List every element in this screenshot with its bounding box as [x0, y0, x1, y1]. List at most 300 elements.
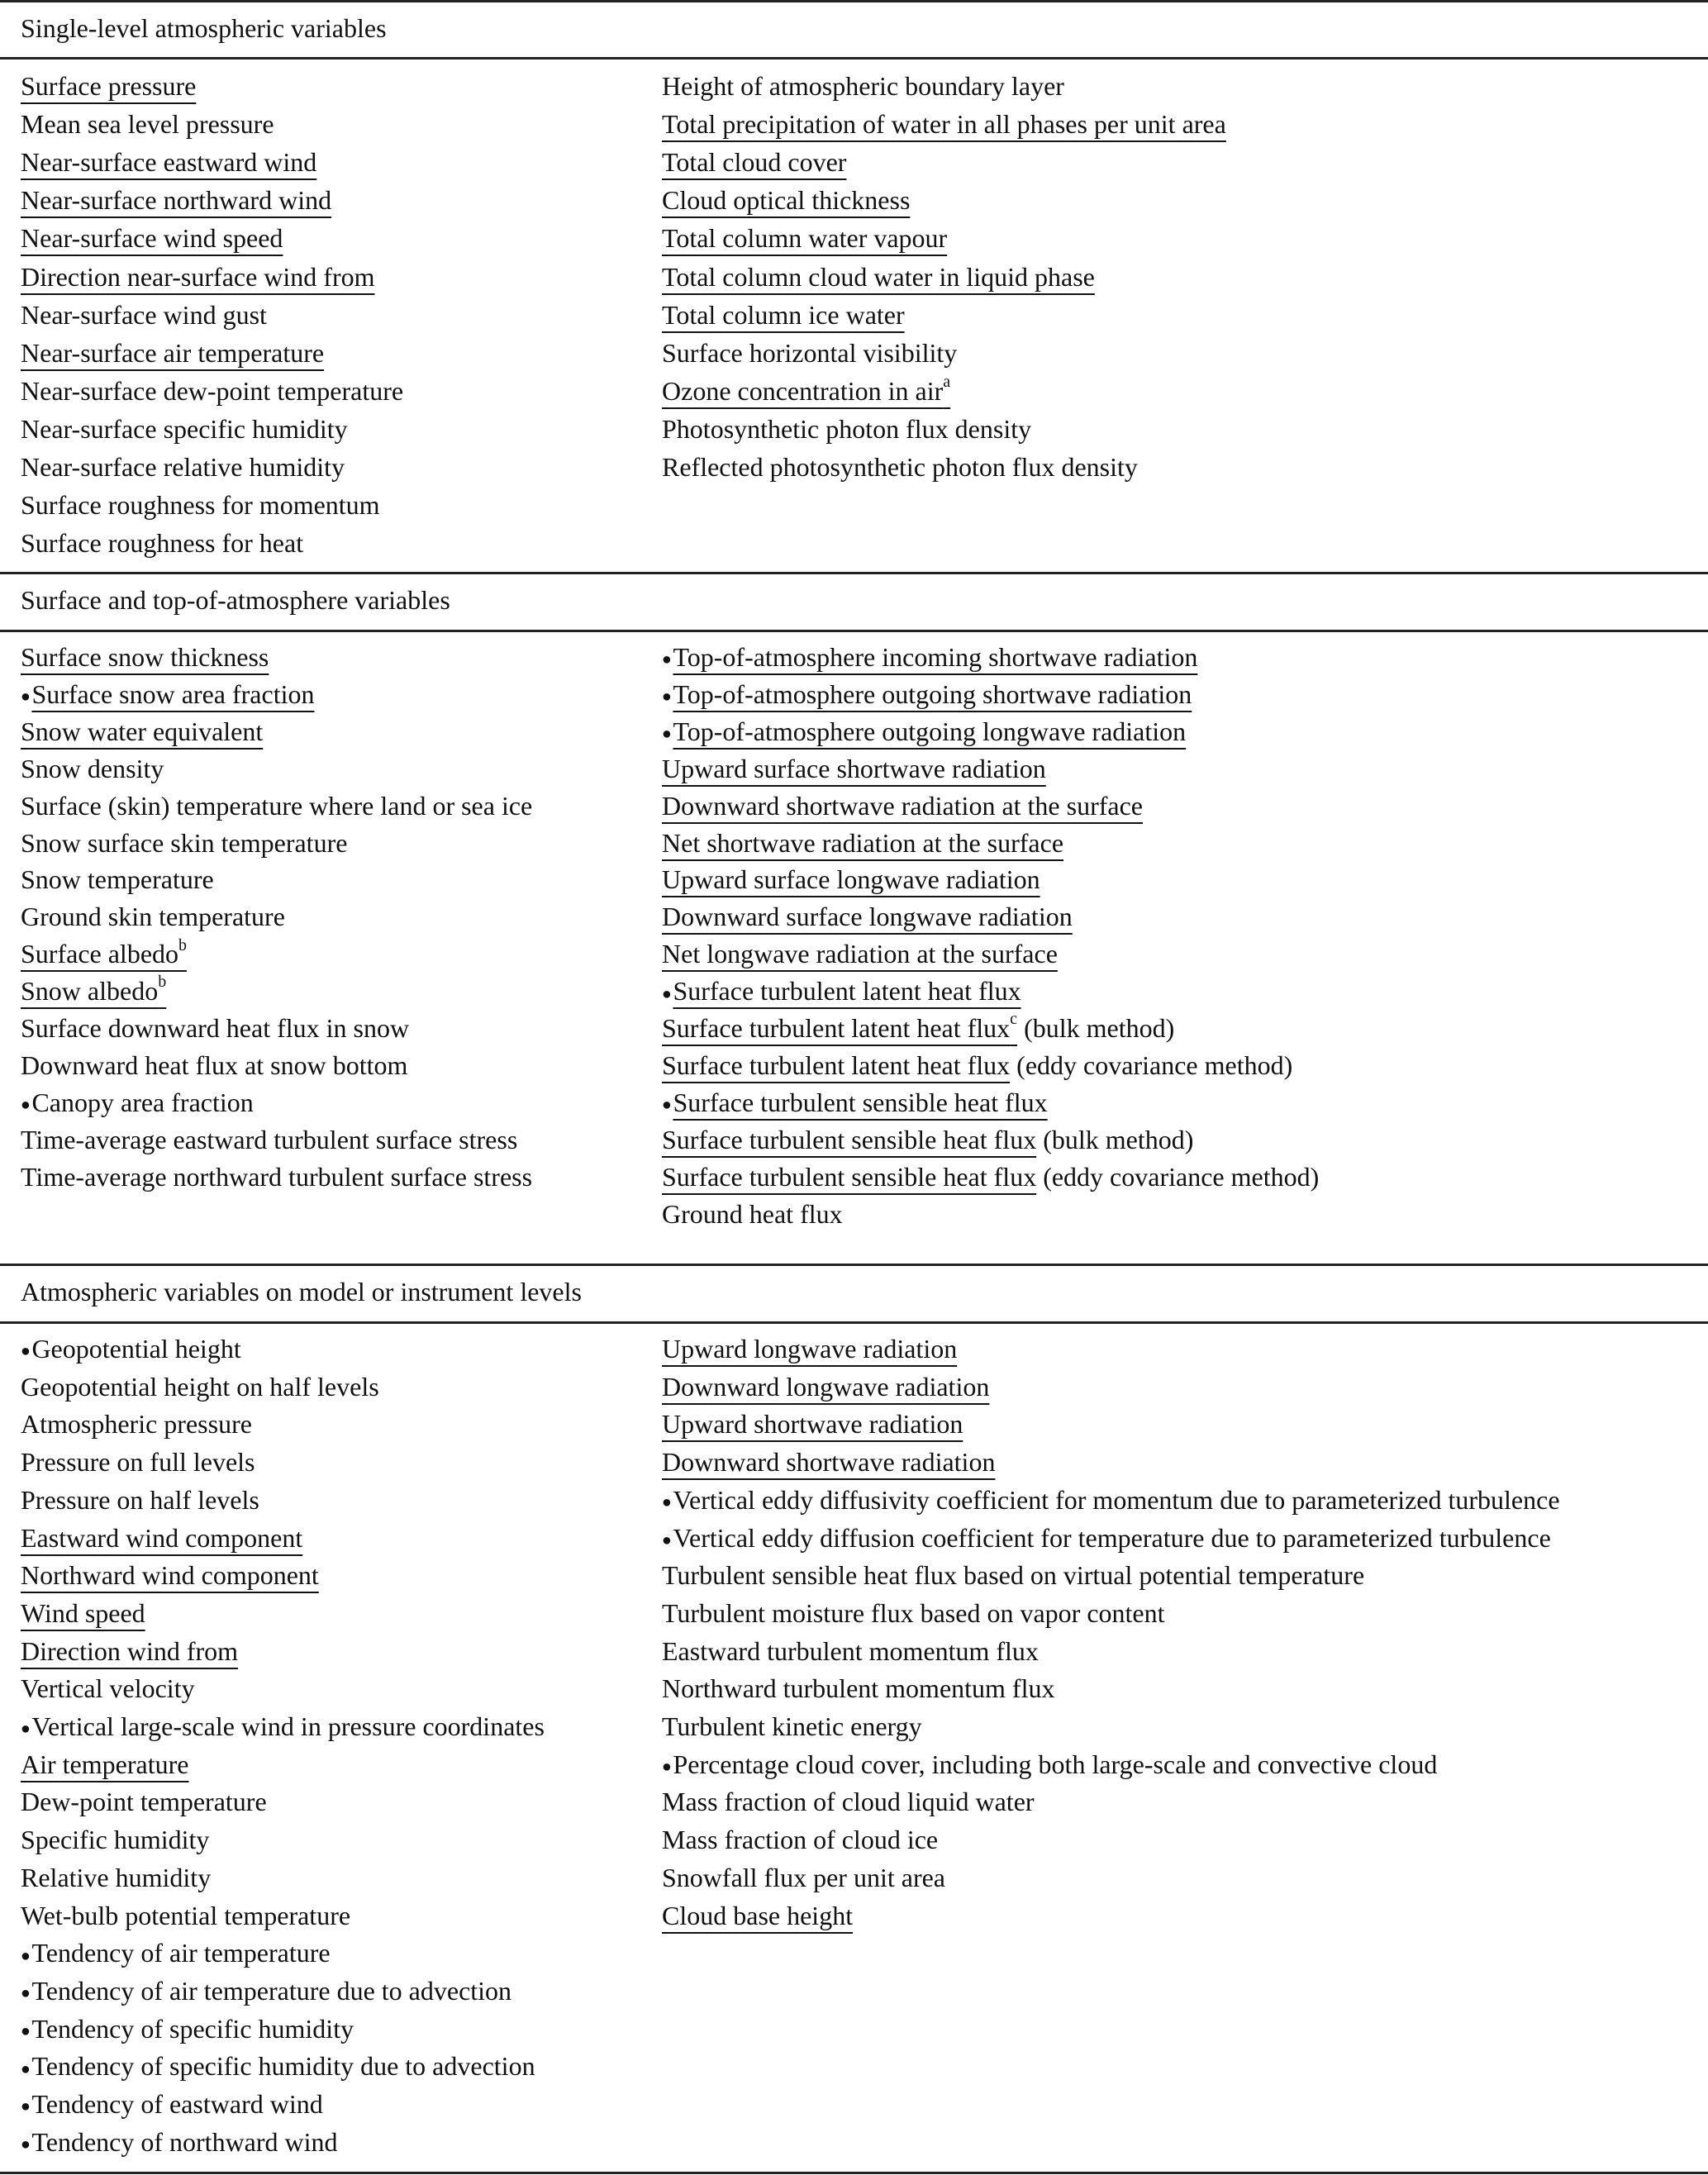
section-header-rule	[0, 630, 1708, 632]
variable-name	[21, 185, 331, 215]
variable-row	[21, 752, 164, 785]
variable-name	[662, 223, 947, 253]
variable-label: Total column water vapour	[662, 223, 948, 254]
bullet-icon	[662, 715, 673, 752]
variable-row	[21, 2049, 535, 2087]
variable-name	[21, 1372, 379, 1402]
variable-row	[21, 1974, 511, 2011]
variable-name	[21, 1560, 319, 1590]
variable-name	[21, 864, 214, 894]
variable-name	[662, 828, 1063, 858]
variable-row	[21, 1748, 188, 1781]
variable-name	[21, 262, 375, 292]
variable-label: Surface snow thickness	[21, 642, 269, 672]
variable-name	[662, 1673, 1054, 1703]
section-header-rule	[0, 57, 1708, 59]
variable-label: Vertical large-scale wind in pressure coordinates	[31, 1711, 545, 1741]
variable-label: Atmospheric pressure	[21, 1409, 252, 1440]
variable-name	[662, 1598, 1165, 1628]
variable-name	[662, 1199, 843, 1229]
variable-name	[21, 1523, 302, 1553]
footnote-marker: a	[943, 373, 951, 392]
variable-row	[21, 1011, 409, 1045]
variable-row	[662, 298, 905, 331]
variable-row	[662, 1672, 1054, 1705]
variable-name	[662, 147, 846, 177]
variable-label: Top-of-atmosphere outgoing longwave radiation	[673, 716, 1187, 746]
variable-row	[662, 1597, 1165, 1630]
variable-row	[662, 412, 1031, 445]
variable-label: Geopotential height on half levels	[21, 1371, 379, 1402]
variable-label: Upward surface shortwave radiation	[662, 753, 1046, 783]
variable-name	[21, 1901, 350, 1930]
variable-name	[21, 1636, 238, 1666]
variable-label: Near-surface wind speed	[21, 223, 283, 254]
variable-label: Geopotential height	[31, 1334, 241, 1364]
variable-label: Upward shortwave radiation	[662, 1409, 963, 1440]
variable-row	[21, 715, 263, 748]
variable-label: Northward wind component	[21, 1560, 319, 1591]
method-note: (bulk method)	[1017, 1013, 1175, 1043]
bullet-icon	[662, 1521, 673, 1559]
variable-name	[21, 1863, 211, 1892]
variable-label: Near-surface relative humidity	[21, 452, 345, 482]
variable-name	[21, 1485, 259, 1515]
variable-row	[662, 1160, 1319, 1193]
variable-label: Direction near-surface wind from	[21, 261, 375, 292]
variable-label: Wind speed	[21, 1597, 145, 1628]
variable-name	[662, 1334, 957, 1364]
variable-row	[21, 1160, 532, 1193]
section-divider-rule	[0, 1264, 1708, 1266]
variable-name	[21, 452, 345, 482]
method-note: (eddy covariance method)	[1036, 1161, 1320, 1192]
variable-name	[21, 109, 274, 139]
variable-label: Time-average eastward turbulent surface stress	[21, 1124, 518, 1154]
variable-row	[21, 107, 274, 140]
variable-name	[21, 1162, 532, 1192]
variable-row	[662, 1123, 1193, 1156]
variable-row	[662, 1635, 1039, 1668]
variable-row	[662, 1785, 1035, 1818]
variable-row	[21, 863, 214, 896]
variable-name	[662, 1560, 1364, 1590]
variable-name	[21, 376, 403, 406]
bullet-icon	[21, 2049, 31, 2087]
variable-label: Net shortwave radiation at the surface	[662, 827, 1064, 858]
variable-label: Pressure on half levels	[21, 1484, 259, 1515]
bullet-icon	[662, 678, 673, 715]
variable-name	[21, 1050, 407, 1080]
variable-row	[21, 1370, 379, 1403]
variable-row	[21, 1332, 241, 1369]
variable-row	[662, 640, 1197, 678]
variable-row	[21, 1407, 252, 1440]
variable-name	[31, 679, 314, 709]
variable-name	[21, 338, 324, 368]
variable-name	[662, 414, 1031, 444]
bullet-icon	[662, 1086, 673, 1123]
variable-label: Surface roughness for heat	[21, 528, 304, 559]
variable-row	[21, 488, 380, 521]
variable-row	[662, 69, 1064, 102]
variable-row	[662, 678, 1192, 715]
bullet-icon	[21, 678, 31, 715]
variable-row	[21, 1899, 350, 1932]
variable-row	[21, 1785, 267, 1818]
footnote-marker: b	[178, 935, 188, 954]
variable-row	[21, 974, 166, 1007]
variable-row	[21, 1861, 211, 1894]
variable-name	[21, 1749, 188, 1779]
variable-row	[21, 145, 316, 178]
variable-row	[662, 1370, 989, 1403]
variable-name	[21, 902, 285, 931]
variable-label: Downward surface longwave radiation	[662, 902, 1073, 932]
variable-row	[662, 1559, 1364, 1592]
variable-row	[21, 1936, 331, 1973]
variable-row	[662, 1011, 1174, 1045]
variable-name	[662, 939, 1058, 969]
table-top-rule	[0, 0, 1708, 2]
variable-label: Downward shortwave radiation at the surface	[662, 790, 1143, 821]
variable-label: Relative humidity	[21, 1862, 212, 1892]
variable-label: Total precipitation of water in all phases per unit area	[662, 109, 1226, 140]
variable-name	[21, 1598, 145, 1628]
variable-label: Eastward wind component	[21, 1522, 303, 1553]
variable-label: Cloud optical thickness	[662, 185, 911, 216]
variable-label: Downward heat flux at snow bottom	[21, 1049, 408, 1080]
variable-name	[673, 679, 1192, 709]
variable-row	[21, 789, 532, 822]
variable-row	[662, 107, 1226, 140]
variable-name	[673, 1088, 1047, 1117]
variable-name	[662, 338, 957, 368]
variable-name	[31, 1088, 253, 1117]
variable-name	[662, 1825, 938, 1854]
section-title-single-level: Single-level atmospheric variables	[21, 13, 387, 43]
variable-label: Tendency of air temperature due to advection	[31, 1975, 512, 2006]
variable-label: Air temperature	[21, 1749, 189, 1779]
variable-label: Upward longwave radiation	[662, 1334, 958, 1364]
variable-name	[21, 490, 380, 520]
variable-name	[662, 71, 1064, 101]
bullet-icon	[662, 974, 673, 1011]
variable-name	[21, 1673, 195, 1703]
variable-label: Surface pressure	[21, 71, 197, 101]
variable-label: Eastward turbulent momentum flux	[662, 1635, 1039, 1666]
variable-label: Surface turbulent latent heat flux	[673, 976, 1021, 1007]
section-title-model-levels: Atmospheric variables on model or instrument levels	[21, 1277, 582, 1306]
variable-name	[21, 414, 348, 444]
variable-row	[21, 1710, 545, 1747]
variable-label: Upward surface longwave radiation	[662, 864, 1040, 895]
variable-row	[662, 183, 910, 217]
variable-label: Near-surface northward wind	[21, 185, 332, 216]
variable-label: Top-of-atmosphere incoming shortwave radiation	[673, 642, 1198, 672]
variable-label: Mass fraction of cloud ice	[662, 1825, 939, 1855]
variable-name	[31, 1976, 511, 2006]
variable-row	[21, 2087, 323, 2125]
variable-row	[662, 900, 1073, 933]
variable-row	[662, 1407, 963, 1440]
variable-name	[662, 1409, 963, 1439]
variable-label: Surface turbulent sensible heat flux	[662, 1124, 1037, 1154]
variable-label: Ground skin temperature	[21, 902, 285, 932]
bullet-icon	[21, 1974, 31, 2011]
variable-row	[21, 1559, 319, 1592]
variable-label: Surface downward heat flux in snow	[21, 1013, 410, 1043]
variable-label: Dew-point temperature	[21, 1787, 267, 1817]
variable-row	[662, 260, 1095, 293]
variable-label: Downward longwave radiation	[662, 1371, 990, 1402]
variable-row	[21, 298, 267, 331]
variable-row	[662, 1086, 1048, 1123]
variable-label: Surface horizontal visibility	[662, 337, 958, 368]
variable-name	[21, 935, 188, 969]
bullet-icon	[21, 2087, 31, 2125]
variable-label: Near-surface dew-point temperature	[21, 375, 404, 406]
variable-label: Turbulent sensible heat flux based on virtual potential temperature	[662, 1560, 1365, 1591]
variable-row	[21, 2012, 354, 2049]
variable-label: Total column cloud water in liquid phase	[662, 261, 1095, 292]
variable-name	[673, 716, 1186, 746]
variable-label: Percentage cloud cover, including both large-scale and convective cloud	[673, 1749, 1438, 1779]
variable-name	[662, 1863, 945, 1892]
variable-name	[21, 528, 303, 558]
variable-label: Turbulent kinetic energy	[662, 1711, 922, 1741]
variable-label: Ozone concentration in air	[662, 375, 944, 406]
section-divider-rule	[0, 572, 1708, 574]
variable-label: Time-average northward turbulent surface stress	[21, 1161, 533, 1192]
variable-name	[662, 1636, 1039, 1666]
variable-row	[662, 1197, 843, 1230]
variable-label: Height of atmospheric boundary layer	[662, 71, 1064, 101]
variable-label: Surface albedo	[21, 939, 179, 969]
variable-label: Canopy area fraction	[31, 1087, 254, 1117]
variable-name	[662, 300, 905, 330]
variable-row	[662, 221, 947, 255]
variable-label: Reflected photosynthetic photon flux density	[662, 452, 1138, 482]
variable-label: Snow density	[21, 753, 164, 783]
footnote-marker: b	[158, 973, 167, 992]
variable-name	[31, 2089, 322, 2119]
variable-name	[662, 1010, 1018, 1043]
method-note: (eddy covariance method)	[1010, 1049, 1293, 1080]
variable-label: Pressure on full levels	[21, 1447, 255, 1478]
variable-row	[662, 937, 1058, 970]
variable-row	[21, 1597, 145, 1630]
variable-name	[662, 1162, 1036, 1192]
variable-name	[31, 1938, 330, 1968]
bullet-icon	[21, 1936, 31, 1973]
variable-name	[673, 1749, 1437, 1779]
variable-name	[31, 1334, 240, 1364]
variable-row	[21, 640, 269, 673]
variable-row	[21, 69, 196, 102]
variable-row	[662, 1521, 1551, 1559]
variable-row	[21, 1086, 254, 1123]
variable-name	[662, 902, 1073, 931]
bullet-icon	[21, 2125, 31, 2163]
variable-label: Turbulent moisture flux based on vapor content	[662, 1597, 1165, 1628]
variable-name	[662, 791, 1143, 821]
variable-row	[21, 1123, 517, 1156]
method-note: (bulk method)	[1036, 1124, 1194, 1154]
variable-row	[662, 450, 1138, 483]
variable-row	[21, 412, 348, 445]
variable-label: Vertical eddy diffusion coefficient for temperature due to parameterized turbulence	[673, 1522, 1551, 1553]
variable-label: Snow temperature	[21, 864, 214, 895]
variable-label: Total column ice water	[662, 299, 905, 330]
variable-name	[21, 223, 283, 253]
variable-label: Near-surface air temperature	[21, 337, 325, 368]
bullet-icon	[21, 1086, 31, 1123]
variable-row	[21, 336, 324, 369]
variable-label: Mass fraction of cloud liquid water	[662, 1787, 1035, 1817]
variable-label: Northward turbulent momentum flux	[662, 1673, 1055, 1704]
variable-row	[662, 826, 1063, 859]
variable-row	[662, 1710, 922, 1743]
variable-name	[662, 1050, 1010, 1080]
variable-label: Near-surface wind gust	[21, 299, 267, 330]
variable-label: Net longwave radiation at the surface	[662, 939, 1058, 969]
variable-row	[21, 2125, 338, 2163]
bullet-icon	[662, 1483, 673, 1521]
table-bottom-rule	[0, 2172, 1708, 2174]
variable-label: Snow surface skin temperature	[21, 827, 348, 858]
section-header-rule	[0, 1321, 1708, 1324]
variable-row	[662, 974, 1021, 1011]
variable-name	[31, 2051, 535, 2081]
variable-label: Ground heat flux	[662, 1198, 843, 1229]
bullet-icon	[662, 1748, 673, 1785]
variable-row	[662, 336, 957, 369]
variable-row	[21, 900, 285, 933]
bullet-icon	[21, 1332, 31, 1369]
variable-row	[662, 374, 950, 407]
variable-name	[662, 109, 1226, 139]
variable-name	[662, 754, 1046, 783]
variable-row	[21, 183, 331, 217]
bullet-icon	[662, 640, 673, 678]
variable-row	[21, 1049, 407, 1082]
variable-name	[662, 1372, 989, 1402]
variable-name	[21, 300, 267, 330]
variable-label: Direction wind from	[21, 1635, 239, 1666]
variable-row	[662, 1332, 957, 1365]
variable-row	[21, 1823, 209, 1856]
variable-name	[662, 262, 1095, 292]
variable-row	[662, 1899, 853, 1932]
variable-row	[21, 526, 303, 559]
variable-label: Surface snow area fraction	[31, 678, 315, 709]
variable-label: Cloud base height	[662, 1900, 854, 1930]
variable-row	[662, 145, 846, 178]
variable-name	[662, 1711, 922, 1741]
variable-row	[21, 450, 345, 483]
variable-name	[662, 452, 1138, 482]
variable-label: Downward shortwave radiation	[662, 1447, 996, 1478]
variable-row	[21, 1635, 238, 1668]
bullet-icon	[21, 2012, 31, 2049]
variable-label: Surface (skin) temperature where land or sea ice	[21, 790, 533, 821]
variable-name	[662, 1901, 853, 1930]
variable-name	[21, 1013, 409, 1043]
variable-label: Surface turbulent sensible heat flux	[673, 1087, 1048, 1117]
variable-name	[662, 864, 1040, 894]
variable-row	[662, 1483, 1560, 1521]
variable-label: Tendency of specific humidity due to advection	[31, 2051, 535, 2082]
variable-row	[21, 1483, 259, 1516]
variable-row	[21, 826, 347, 859]
variable-row	[21, 1672, 195, 1705]
variable-name	[673, 1485, 1559, 1515]
variable-row	[662, 1861, 945, 1894]
variable-name	[662, 185, 910, 215]
variable-row	[662, 789, 1143, 822]
variable-name	[21, 1825, 209, 1854]
variable-row	[21, 1521, 302, 1554]
variable-row	[662, 1748, 1437, 1785]
variable-row	[662, 1823, 938, 1856]
variable-name	[673, 642, 1197, 672]
variable-name	[662, 1447, 995, 1477]
variable-row	[662, 1049, 1292, 1082]
variable-label: Tendency of specific humidity	[31, 2013, 354, 2044]
variable-name	[21, 1409, 252, 1439]
variable-name	[31, 2014, 354, 2044]
variable-label: Snow albedo	[21, 976, 159, 1007]
variable-label: Tendency of northward wind	[31, 2126, 338, 2157]
variable-label: Surface roughness for momentum	[21, 490, 380, 521]
variable-name	[662, 1787, 1035, 1816]
variable-row	[21, 937, 187, 970]
variable-label: Total cloud cover	[662, 147, 847, 178]
variable-label: Tendency of eastward wind	[31, 2089, 323, 2119]
variable-label: Snowfall flux per unit area	[662, 1862, 945, 1892]
variable-row	[21, 1445, 255, 1478]
variable-name	[31, 2127, 337, 2157]
variable-name	[21, 642, 269, 672]
variable-row	[21, 260, 375, 293]
variable-name	[21, 147, 316, 177]
variable-name	[21, 1125, 517, 1154]
bullet-icon	[21, 1710, 31, 1747]
footnote-marker: c	[1010, 1010, 1018, 1029]
variable-name	[21, 71, 196, 101]
variable-name	[662, 1125, 1036, 1154]
variable-label: Vertical velocity	[21, 1673, 195, 1704]
variable-row	[21, 221, 283, 255]
variable-label: Tendency of air temperature	[31, 1938, 331, 1968]
variable-label: Specific humidity	[21, 1825, 210, 1855]
variable-name	[21, 716, 263, 746]
variable-name	[662, 373, 951, 406]
variable-name	[21, 754, 164, 783]
variable-label: Near-surface specific humidity	[21, 413, 348, 444]
variable-name	[21, 828, 347, 858]
variable-label: Surface turbulent latent heat flux	[662, 1049, 1011, 1080]
variable-name	[21, 791, 532, 821]
variable-label: Top-of-atmosphere outgoing shortwave radiation	[673, 678, 1192, 709]
variable-row	[21, 374, 403, 407]
variable-label: Surface turbulent sensible heat flux	[662, 1161, 1037, 1192]
variable-name	[21, 1787, 267, 1816]
variable-row	[662, 715, 1186, 752]
variable-row	[21, 678, 314, 715]
variable-label: Wet-bulb potential temperature	[21, 1900, 351, 1930]
